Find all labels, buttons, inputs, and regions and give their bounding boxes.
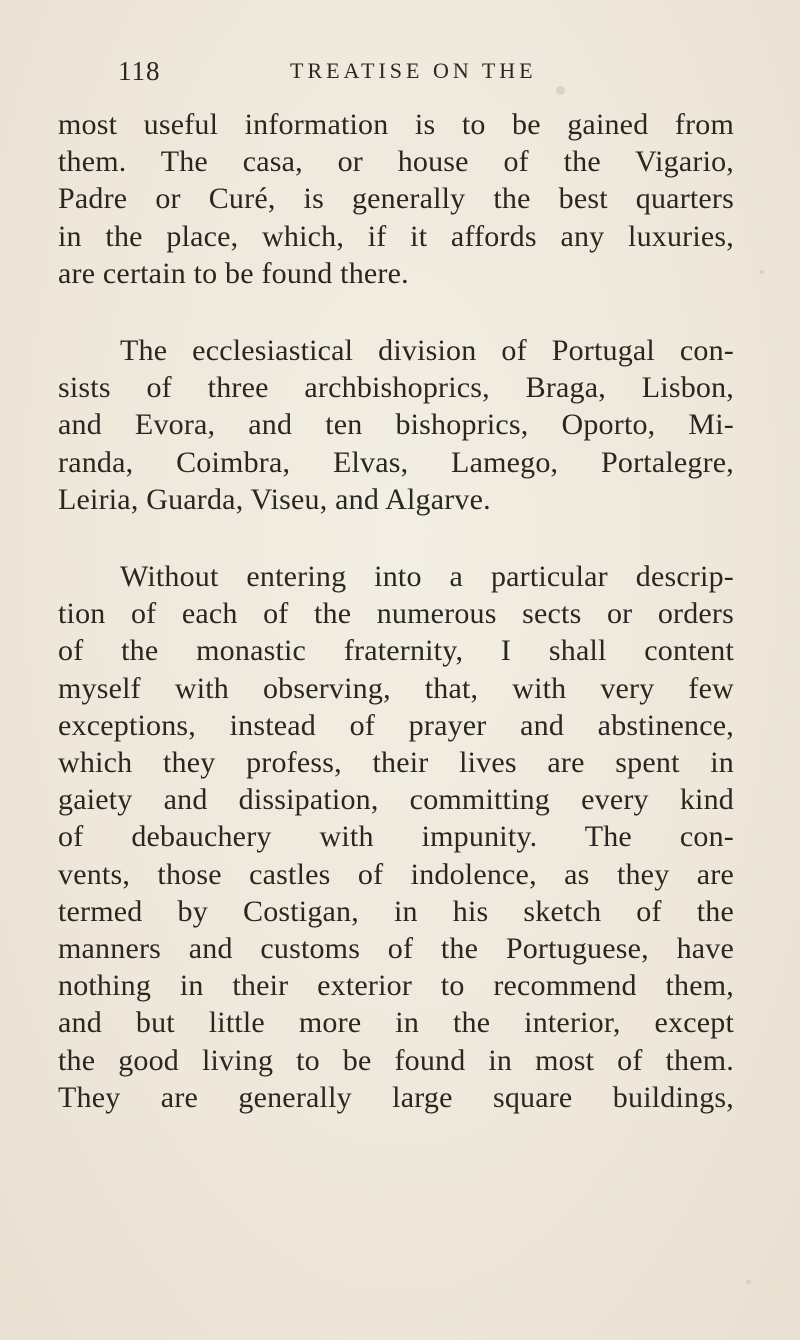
text-line: most useful information is to be gained from [58, 108, 734, 141]
text-line: in the place, which, if it affords any luxuries, [58, 219, 734, 253]
paper-speck [746, 1280, 751, 1284]
page-header [118, 56, 678, 92]
text-line: sists of three archbishoprics, Braga, Lisbon, [58, 371, 734, 405]
page-number: 118 [118, 56, 161, 86]
text-line: Padre or Curé, is generally the best quarters [58, 182, 734, 216]
text-line: manners and customs of the Portuguese, have [58, 932, 734, 966]
text-line: exceptions, instead of prayer and abstinence, [58, 708, 734, 742]
text-line: gaiety and dissipation, committing every kind [58, 783, 734, 817]
text-line: termed by Costigan, in his sketch of the [58, 894, 734, 928]
text-line: The ecclesiastical division of Portugal con- [120, 334, 734, 368]
text-line: of debauchery with impunity. The con- [58, 820, 734, 854]
text-line: which they profess, their lives are spent in [58, 746, 734, 780]
paper-speck [760, 270, 764, 274]
paragraph-1 [58, 106, 734, 292]
text-line: Without entering into a particular descrip- [120, 560, 734, 594]
paragraph-3 [58, 558, 734, 1116]
text-line: and Evora, and ten bishoprics, Oporto, Mi- [58, 408, 734, 442]
text-line: They are generally large square buildings, [58, 1080, 734, 1114]
text-line: are certain to be found there. [58, 256, 409, 290]
text-line: the good living to be found in most of them. [58, 1043, 734, 1077]
text-line: vents, those castles of indolence, as they are [58, 857, 734, 891]
text-line: and but little more in the interior, except [58, 1006, 734, 1040]
text-line: of the monastic fraternity, I shall content [58, 634, 734, 668]
text-line: Leiria, Guarda, Viseu, and Algarve. [58, 482, 491, 516]
body-text [58, 106, 734, 1116]
running-title: TREATISE ON THE [290, 58, 537, 83]
text-line: them. The casa, or house of the Vigario, [58, 145, 734, 179]
text-line: nothing in their exterior to recommend them, [58, 969, 734, 1003]
text-line: myself with observing, that, with very few [58, 671, 734, 705]
text-line: randa, Coimbra, Elvas, Lamego, Portalegre, [58, 445, 734, 479]
paragraph-2 [58, 332, 734, 518]
text-line: tion of each of the numerous sects or orders [58, 597, 734, 631]
